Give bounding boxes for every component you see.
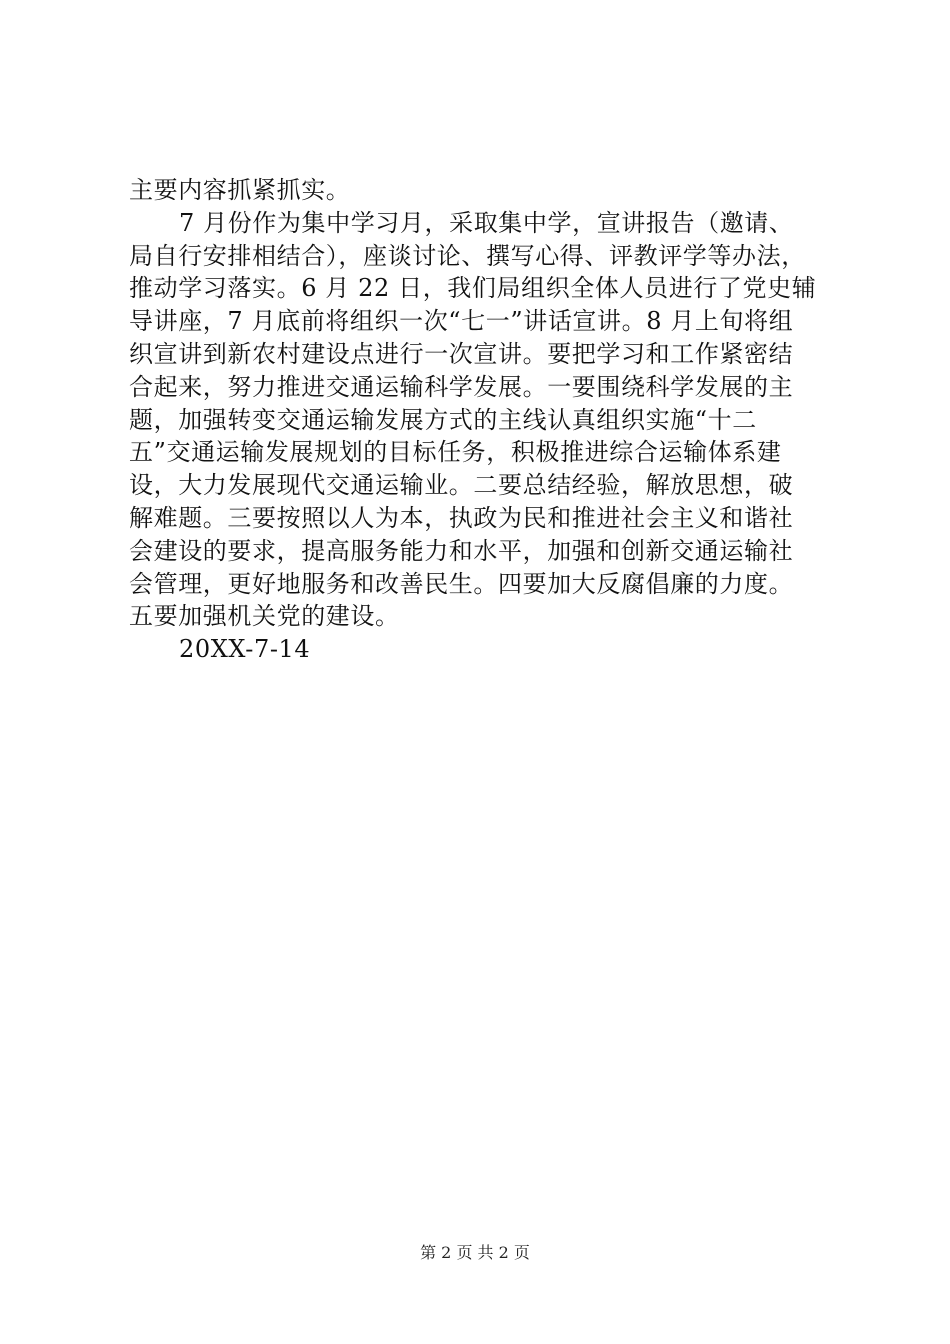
text-line: 局自行安排相结合），座谈讨论、撰写心得、评教评学等办法， — [129, 241, 806, 270]
text-line: 设，大力发展现代交通运输业。二要总结经验，解放思想，破 — [129, 471, 794, 500]
text-line: 主要内容抓紧抓实。 — [129, 176, 351, 204]
text-line: 合起来，努力推进交通运输科学发展。一要围绕科学发展的主 — [129, 372, 794, 401]
text-line: 五要加强机关党的建设。 — [129, 602, 400, 631]
document-date: 20XX-7-14 — [179, 635, 311, 664]
text-line: 题，加强转变交通运输发展方式的主线认真组织实施“十二 — [129, 405, 757, 434]
text-line: 会建设的要求，提高服务能力和水平，加强和创新交通运输社 — [129, 536, 794, 565]
text-line: 解难题。三要按照以人为本，执政为民和推进社会主义和谐社 — [129, 503, 794, 532]
text-line: 五”交通运输发展规划的目标任务，积极推进综合运输体系建 — [129, 438, 782, 467]
text-line: 7 月份作为集中学习月，采取集中学，宣讲报告（邀请、 — [179, 208, 794, 237]
text-line: 会管理，更好地服务和改善民生。四要加大反腐倡廉的力度。 — [129, 569, 794, 598]
text-line: 织宣讲到新农村建设点进行一次宣讲。要把学习和工作紧密结 — [129, 339, 794, 368]
document-body — [129, 174, 829, 666]
text-line: 推动学习落实。6 月 22 日，我们局组织全体人员进行了党史辅 — [129, 274, 817, 303]
page-number-footer: 第 2 页 共 2 页 — [420, 1243, 530, 1262]
text-line: 导讲座，7 月底前将组织一次“七一”讲话宣讲。8 月上旬将组 — [129, 307, 794, 336]
